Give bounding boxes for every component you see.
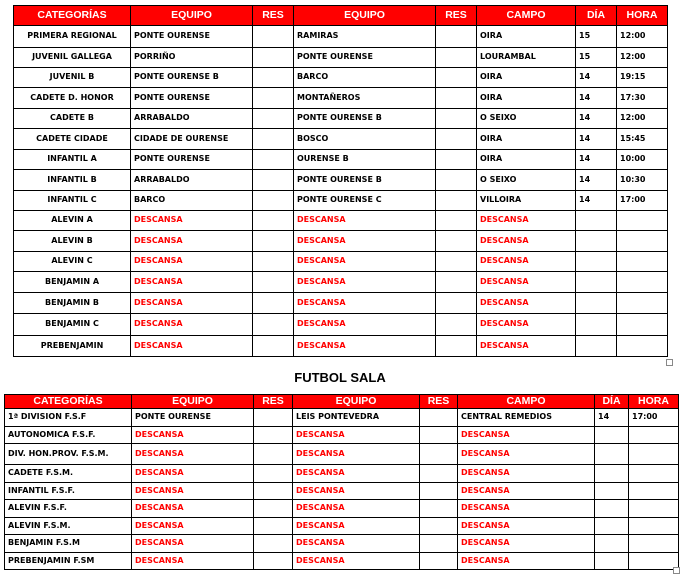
cell-equipo-visitante: RAMIRAS [294,26,436,48]
col-header-dia: DÍA [595,395,629,409]
cell-dia [595,553,629,570]
cell-res-local [253,252,294,272]
cell-res-local [253,26,294,48]
cell-res-local [254,409,293,427]
cell-hora [629,500,679,518]
cell-equipo-local: PONTE OURENSE B [131,68,253,88]
col-header-equipo-local: EQUIPO [131,6,253,26]
cell-equipo-local: PONTE OURENSE [131,150,253,170]
cell-equipo-visitante: DESCANSA [294,293,436,314]
cell-equipo-visitante: BARCO [294,68,436,88]
cell-categoria: BENJAMIN B [14,293,131,314]
cell-hora [629,444,679,465]
cell-res-local [253,68,294,88]
futbol-schedule-table [13,5,668,357]
cell-equipo-local: DESCANSA [131,252,253,272]
cell-hora: 10:00 [617,150,668,170]
cell-equipo-visitante: DESCANSA [294,272,436,293]
cell-dia: 14 [576,68,617,88]
cell-equipo-visitante: DESCANSA [293,553,420,570]
cell-campo: O SEIXO [477,109,576,129]
cell-equipo-visitante: DESCANSA [293,518,420,535]
cell-res-visitante [436,26,477,48]
col-header-equipo-visitante: EQUIPO [293,395,420,409]
cell-dia: 14 [576,88,617,109]
cell-hora [629,465,679,483]
table-row [14,336,668,357]
cell-hora: 19:15 [617,68,668,88]
cell-dia: 14 [576,109,617,129]
cell-dia [576,231,617,252]
cell-res-local [253,109,294,129]
table-row [5,553,679,570]
cell-dia [576,336,617,357]
cell-hora [617,336,668,357]
cell-campo: LOURAMBAL [477,48,576,68]
cell-hora: 10:30 [617,170,668,191]
cell-campo: DESCANSA [477,252,576,272]
cell-hora: 17:30 [617,88,668,109]
cell-equipo-local: DESCANSA [131,293,253,314]
cell-equipo-visitante: LEIS PONTEVEDRA [293,409,420,427]
cell-campo: OIRA [477,68,576,88]
cell-res-visitante [436,293,477,314]
cell-res-visitante [420,409,458,427]
cell-res-visitante [436,191,477,211]
cell-categoria: ALEVIN F.S.F. [5,500,132,518]
cell-hora: 12:00 [617,48,668,68]
cell-hora [617,293,668,314]
cell-res-visitante [436,48,477,68]
table-row [14,293,668,314]
cell-equipo-visitante: DESCANSA [294,252,436,272]
cell-categoria: 1ª DIVISION F.S.F [5,409,132,427]
cell-equipo-local: PORRIÑO [131,48,253,68]
cell-categoria: ALEVIN B [14,231,131,252]
cell-categoria: CADETE F.S.M. [5,465,132,483]
table-row [14,252,668,272]
cell-campo: DESCANSA [477,314,576,336]
cell-res-visitante [436,129,477,150]
cell-dia [576,314,617,336]
table-row [14,129,668,150]
cell-dia [576,293,617,314]
cell-equipo-local: DESCANSA [132,518,254,535]
cell-dia [576,211,617,231]
cell-campo: DESCANSA [458,427,595,444]
cell-campo: DESCANSA [458,518,595,535]
cell-categoria: CADETE CIDADE [14,129,131,150]
cell-campo: DESCANSA [458,483,595,500]
cell-dia [595,500,629,518]
cell-campo: DESCANSA [458,444,595,465]
table-row [14,170,668,191]
cell-categoria: INFANTIL B [14,170,131,191]
cell-equipo-local: DESCANSA [131,231,253,252]
cell-hora: 15:45 [617,129,668,150]
table-row [5,518,679,535]
cell-res-local [253,293,294,314]
col-header-res-local: RES [253,6,294,26]
cell-categoria: ALEVIN C [14,252,131,272]
col-header-hora: HORA [617,6,668,26]
table-row [14,272,668,293]
table-row [14,150,668,170]
cell-equipo-local: DESCANSA [132,553,254,570]
table-row [14,211,668,231]
table-row [5,427,679,444]
cell-categoria: JUVENIL GALLEGA [14,48,131,68]
cell-res-local [253,231,294,252]
cell-dia [595,518,629,535]
cell-dia [576,272,617,293]
cell-res-local [254,500,293,518]
table-resize-handle[interactable] [666,359,673,366]
table-row [14,109,668,129]
cell-hora: 17:00 [629,409,679,427]
cell-equipo-visitante: DESCANSA [293,500,420,518]
cell-res-visitante [420,535,458,553]
cell-campo: OIRA [477,150,576,170]
cell-equipo-visitante: DESCANSA [294,336,436,357]
cell-equipo-visitante: DESCANSA [293,427,420,444]
cell-res-visitante [420,427,458,444]
cell-campo: DESCANSA [477,272,576,293]
table-row [5,444,679,465]
cell-equipo-visitante: DESCANSA [294,211,436,231]
col-header-campo: CAMPO [458,395,595,409]
cell-campo: DESCANSA [477,211,576,231]
cell-equipo-local: DESCANSA [131,272,253,293]
cell-dia: 14 [576,129,617,150]
cell-equipo-local: ARRABALDO [131,109,253,129]
cell-equipo-visitante: DESCANSA [294,314,436,336]
col-header-equipo-visitante: EQUIPO [294,6,436,26]
col-header-res-visitante: RES [436,6,477,26]
table-row [14,314,668,336]
cell-equipo-local: DESCANSA [131,336,253,357]
table-row [5,483,679,500]
cell-res-visitante [420,553,458,570]
cell-campo: DESCANSA [458,465,595,483]
futbol-sala-schedule-table [4,394,679,570]
cell-categoria: BENJAMIN A [14,272,131,293]
cell-hora: 12:00 [617,109,668,129]
cell-campo: DESCANSA [458,535,595,553]
cell-equipo-local: DESCANSA [132,500,254,518]
cell-equipo-visitante: DESCANSA [293,444,420,465]
cell-hora [629,518,679,535]
table-row [14,231,668,252]
cell-res-local [253,170,294,191]
table-header-row [5,395,679,409]
cell-campo: DESCANSA [458,500,595,518]
cell-hora [629,553,679,570]
col-header-res-visitante: RES [420,395,458,409]
cell-res-visitante [420,518,458,535]
cell-categoria: CADETE D. HONOR [14,88,131,109]
cell-equipo-visitante: PONTE OURENSE B [294,109,436,129]
cell-categoria: JUVENIL B [14,68,131,88]
cell-res-visitante [420,500,458,518]
cell-res-visitante [436,170,477,191]
cell-equipo-visitante: PONTE OURENSE C [294,191,436,211]
cell-equipo-visitante: DESCANSA [293,465,420,483]
cell-res-local [254,553,293,570]
cell-res-visitante [420,483,458,500]
table-row [14,68,668,88]
cell-res-visitante [436,68,477,88]
table-row [5,500,679,518]
cell-res-visitante [420,465,458,483]
table-row [14,26,668,48]
cell-dia: 14 [576,191,617,211]
cell-res-visitante [436,88,477,109]
col-header-res-local: RES [254,395,293,409]
cell-equipo-local: ARRABALDO [131,170,253,191]
col-header-hora: HORA [629,395,679,409]
cell-res-local [253,150,294,170]
cell-dia: 15 [576,48,617,68]
cell-hora [617,314,668,336]
cell-res-local [254,465,293,483]
cell-campo: OIRA [477,26,576,48]
col-header-campo: CAMPO [477,6,576,26]
col-header-categorias: CATEGORÍAS [14,6,131,26]
cell-res-visitante [436,336,477,357]
cell-res-local [254,483,293,500]
cell-equipo-visitante: PONTE OURENSE [294,48,436,68]
cell-categoria: CADETE B [14,109,131,129]
cell-hora [629,535,679,553]
cell-hora [617,211,668,231]
table-row [5,409,679,427]
cell-res-local [253,211,294,231]
cell-equipo-local: DESCANSA [132,535,254,553]
cell-hora: 12:00 [617,26,668,48]
cell-categoria: INFANTIL F.S.F. [5,483,132,500]
cell-hora [617,272,668,293]
cell-res-local [254,427,293,444]
cell-categoria: DIV. HON.PROV. F.S.M. [5,444,132,465]
cell-dia: 14 [576,150,617,170]
cell-campo: OIRA [477,129,576,150]
cell-equipo-local: DESCANSA [132,427,254,444]
cell-equipo-local: DESCANSA [132,465,254,483]
cell-equipo-local: DESCANSA [132,483,254,500]
cell-res-local [253,314,294,336]
cell-res-visitante [436,109,477,129]
cell-categoria: BENJAMIN C [14,314,131,336]
cell-dia [576,252,617,272]
cell-res-visitante [436,231,477,252]
cell-dia: 15 [576,26,617,48]
cell-dia: 14 [576,170,617,191]
cell-dia [595,465,629,483]
cell-dia [595,535,629,553]
cell-dia [595,483,629,500]
table-row [5,535,679,553]
col-header-equipo-local: EQUIPO [132,395,254,409]
cell-categoria: INFANTIL C [14,191,131,211]
cell-res-local [254,535,293,553]
section-title-futbol-sala: FUTBOL SALA [294,370,386,385]
cell-campo: DESCANSA [477,293,576,314]
col-header-categorias: CATEGORÍAS [5,395,132,409]
cell-categoria: INFANTIL A [14,150,131,170]
cell-campo: OIRA [477,88,576,109]
cell-campo: DESCANSA [458,553,595,570]
col-header-dia: DÍA [576,6,617,26]
cell-equipo-visitante: OURENSE B [294,150,436,170]
cell-equipo-local: BARCO [131,191,253,211]
cell-equipo-local: PONTE OURENSE [131,88,253,109]
cell-res-visitante [436,272,477,293]
cell-res-visitante [436,211,477,231]
cell-equipo-local: DESCANSA [132,444,254,465]
cell-res-visitante [420,444,458,465]
cell-campo: CENTRAL REMEDIOS [458,409,595,427]
cell-equipo-visitante: MONTAÑEROS [294,88,436,109]
cell-dia: 14 [595,409,629,427]
cell-hora [629,427,679,444]
table-row [14,191,668,211]
cell-res-local [253,272,294,293]
cell-categoria: BENJAMIN F.S.M [5,535,132,553]
cell-campo: DESCANSA [477,336,576,357]
cell-equipo-local: PONTE OURENSE [132,409,254,427]
cell-categoria: ALEVIN F.S.M. [5,518,132,535]
cell-res-local [253,336,294,357]
cell-equipo-local: CIDADE DE OURENSE [131,129,253,150]
table-row [5,465,679,483]
cell-res-local [254,518,293,535]
cell-dia [595,444,629,465]
cell-hora: 17:00 [617,191,668,211]
cell-campo: VILLOIRA [477,191,576,211]
cell-res-visitante [436,252,477,272]
cell-categoria: PRIMERA REGIONAL [14,26,131,48]
cell-res-visitante [436,150,477,170]
cell-res-local [253,191,294,211]
cell-res-local [253,48,294,68]
cell-equipo-visitante: PONTE OURENSE B [294,170,436,191]
cell-res-visitante [436,314,477,336]
cell-res-local [254,444,293,465]
cell-equipo-visitante: BOSCO [294,129,436,150]
cell-equipo-visitante: DESCANSA [293,483,420,500]
cell-categoria: AUTONOMICA F.S.F. [5,427,132,444]
cell-res-local [253,88,294,109]
cell-categoria: PREBENJAMIN F.SM [5,553,132,570]
cell-campo: DESCANSA [477,231,576,252]
cell-res-local [253,129,294,150]
cell-equipo-visitante: DESCANSA [294,231,436,252]
cell-equipo-local: PONTE OURENSE [131,26,253,48]
cell-equipo-local: DESCANSA [131,314,253,336]
cell-campo: O SEIXO [477,170,576,191]
cell-equipo-local: DESCANSA [131,211,253,231]
cell-hora [617,252,668,272]
cell-categoria: ALEVIN A [14,211,131,231]
table-row [14,88,668,109]
cell-hora [629,483,679,500]
cell-categoria: PREBENJAMIN [14,336,131,357]
table-header-row [14,6,668,26]
cell-hora [617,231,668,252]
table-row [14,48,668,68]
cell-dia [595,427,629,444]
cell-equipo-visitante: DESCANSA [293,535,420,553]
